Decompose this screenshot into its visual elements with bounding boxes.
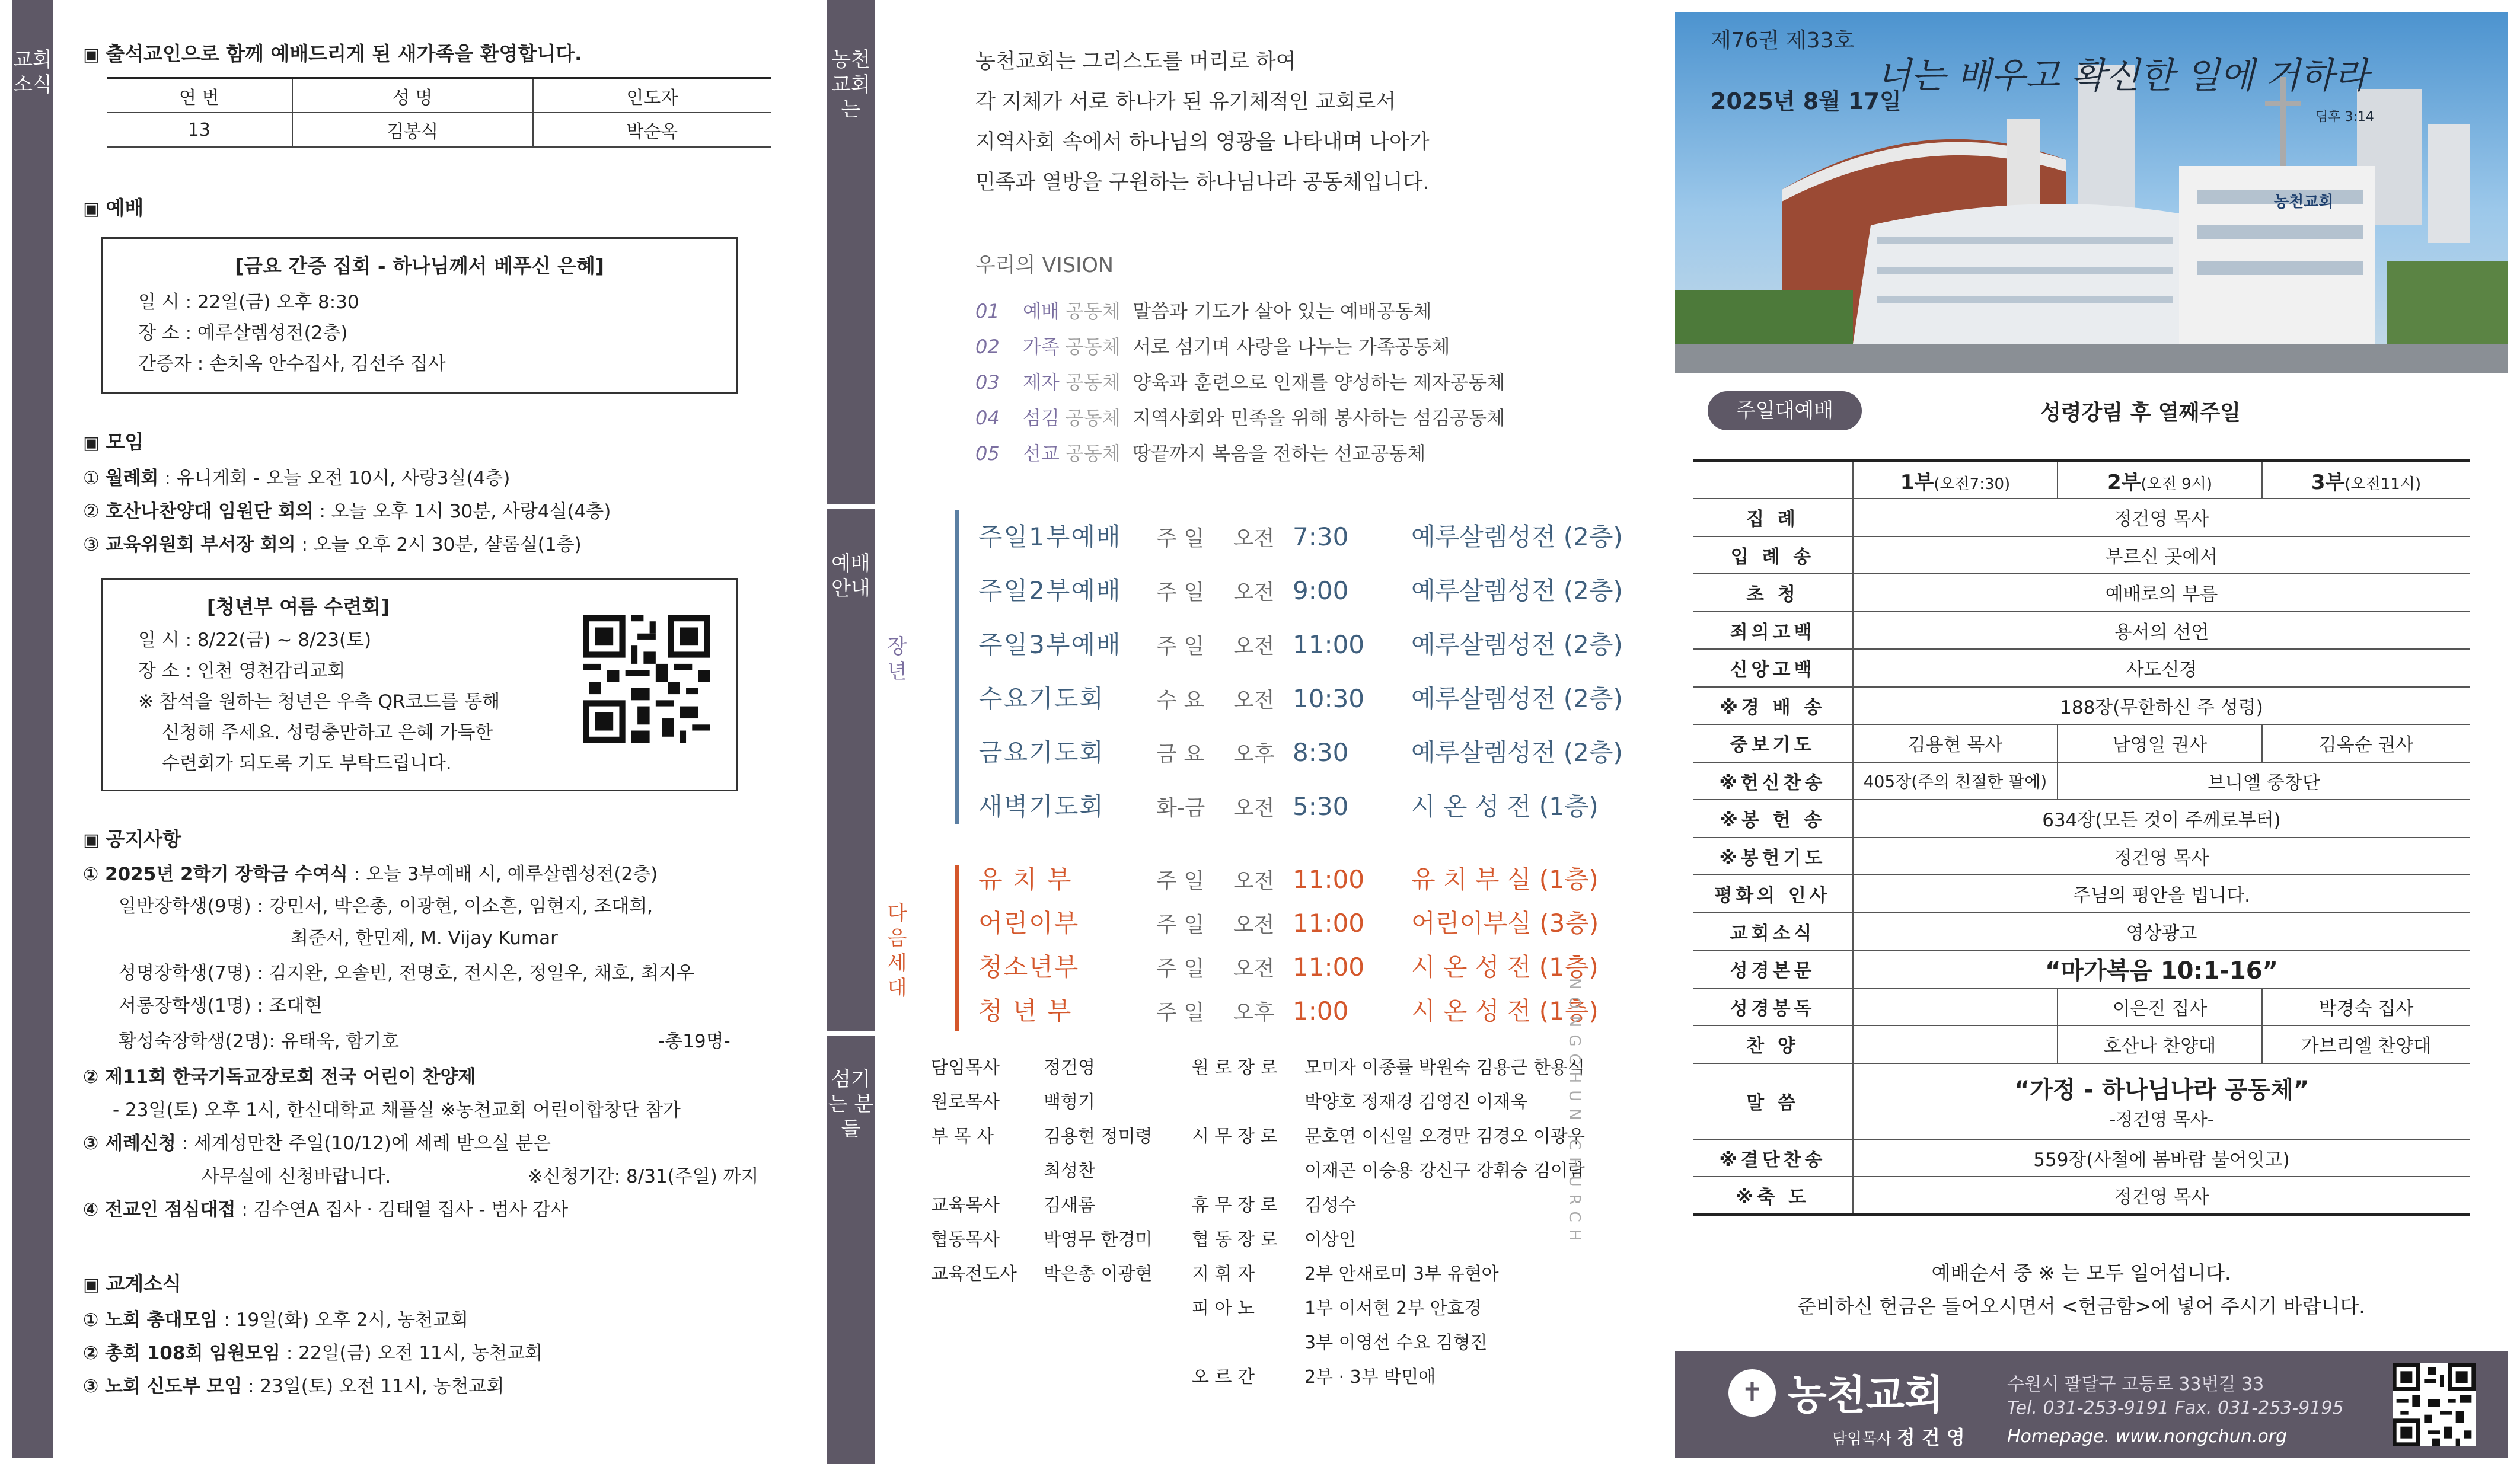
homepage-qr-code-icon[interactable] (2393, 1363, 2476, 1446)
side-divider-1 (827, 504, 875, 509)
church-homepage[interactable]: Homepage. www.nongchun.org (2007, 1426, 2288, 1447)
scholar-total: -총19명- (658, 1031, 731, 1052)
bulletin-date: 2025년 8월 17일 (1711, 88, 1902, 114)
youth-line-1: 일 시 : 8/22(금) ~ 8/23(토) (138, 629, 372, 651)
region-news-3: ③ 노회 신도부 모임 : 23일(토) 오전 11시, 농천교회 (83, 1376, 505, 1397)
next-gen-bar (955, 865, 959, 1031)
service-row: 청소년부 주 일 오전 11:00 시 온 성 전 (1층) (978, 953, 1599, 982)
service-row: 주일3부예배 주 일 오전 11:00 예루살렘성전 (2층) (978, 630, 1623, 659)
order-row: ※축 도 정건영 목사 (1693, 1177, 2470, 1215)
sunday-title: 성령강림 후 열째주일 (2040, 401, 2241, 425)
cell-guide: 박순옥 (533, 113, 771, 147)
intro-line-1: 농천교회는 그리스도를 머리로 하여 (975, 50, 1296, 74)
region-news-2: ② 총회 108회 임원모임 : 22일(금) 오전 11시, 농천교회 (83, 1343, 543, 1364)
side-label-adult: 장년 (887, 635, 907, 683)
vision-title: 우리의 VISION (975, 254, 1114, 277)
staff-row: 피 아 노 1부 이서현 2부 안효경 (1192, 1298, 1482, 1319)
service-row: 어린이부 주 일 오전 11:00 어린이부실 (3층) (978, 909, 1599, 938)
friday-line-1: 일 시 : 22일(금) 오후 8:30 (138, 292, 359, 313)
meeting-heading: ▣ 모임 (83, 430, 144, 453)
vision-list (975, 293, 1505, 471)
service-row: 주일2부예배 주 일 오전 9:00 예루살렘성전 (2층) (978, 576, 1623, 605)
staff-row: 교육전도사 박은총 이광현 (931, 1264, 1153, 1284)
building-sign: 농천교회 (2274, 193, 2334, 211)
notice-1: ① 2025년 2학기 장학금 수여식 : 오늘 3부예배 시, 예루살렘성전(2층) (83, 864, 658, 885)
friday-title: [금요 간증 집회 - 하나님께서 베푸신 은혜] (235, 254, 604, 277)
vision-item-5: 05 선교 공동체 땅끝까지 복음을 전하는 선교공동체 (975, 442, 1426, 465)
service-row: 유 치 부 주 일 오전 11:00 유 치 부 실 (1층) (978, 865, 1599, 894)
order-row: ※봉헌기도 정건영 목사 (1693, 838, 2470, 875)
notice-3: ③ 세례신청 : 세계성만찬 주일(10/12)에 세례 받으실 분은 (83, 1133, 551, 1154)
church-name: 농천교회 (1788, 1372, 1944, 1419)
scholar-line-2: 최준서, 한민제, M. Vijay Kumar (291, 928, 558, 949)
pastor-info: 담임목사 정 건 영 (1832, 1426, 1965, 1449)
vertical-brand-text: NONGCHUN CHURCH (1565, 978, 1583, 1248)
order-row: 평화의 인사 주님의 평안을 빕니다. (1693, 875, 2470, 913)
service-row: 수요기도회 수 요 오전 10:30 예루살렘성전 (2층) (978, 684, 1623, 713)
staff-row: 3부 이영선 수요 김형진 (1304, 1332, 1488, 1353)
youth-line-4: 신청해 주세요. 성령충만하고 은혜 가득한 (162, 722, 493, 743)
order-row: ※봉 헌 송 634장(모든 것이 주께로부터) (1693, 800, 2470, 838)
staff-row: 교육목사 김새롬 (931, 1195, 1095, 1216)
offering-note: 준비하신 헌금은 들어오시면서 <헌금함>에 넣어 주시기 바랍니다. (1797, 1295, 2365, 1318)
intro-line-4: 민족과 열방을 구원하는 하나님나라 공동체입니다. (975, 171, 1430, 194)
sunday-service-badge: 주일대예배 (1708, 391, 1862, 430)
checkbox-square-icon: ▣ (83, 433, 100, 453)
order-row: ※결단찬송 559장(사철에 봄바람 불어잇고) (1693, 1139, 2470, 1177)
cover-image (1675, 12, 2508, 373)
notice-2: ② 제11회 한국기독교장로회 전국 어린이 찬양제 (83, 1066, 476, 1088)
order-row: 성경본문 “마가복음 10:1-16” (1693, 950, 2470, 988)
side-label-about: 농천교회는 (831, 48, 870, 122)
col-service-3: 3부(오전11시) (2262, 461, 2470, 499)
staff-row: 협동목사 박영무 한경미 (931, 1229, 1153, 1250)
order-row: 입 례 송 부르신 곳에서 (1693, 536, 2470, 574)
staff-right (1192, 1051, 1585, 1395)
staff-row: 원 로 장 로 모미자 이종률 박원숙 김용근 한용식 (1192, 1057, 1585, 1078)
service-row: 새벽기도회 화-금 오전 5:30 시 온 성 전 (1층) (978, 792, 1599, 821)
staff-row: 부 목 사 김용현 정미령 (931, 1126, 1153, 1147)
staff-row: 오 르 간 2부 · 3부 박민애 (1192, 1367, 1436, 1388)
staff-left (931, 1051, 1152, 1292)
staff-row: 휴 무 장 로 김성수 (1192, 1195, 1356, 1216)
youth-retreat-box (101, 578, 738, 791)
notice-4: ④ 전교인 점심대접 : 김수연A 집사 · 김태열 집사 - 범사 감사 (83, 1199, 569, 1220)
worship-order-table (1693, 459, 2470, 1216)
region-news-1: ① 노회 총대모임 : 19일(화) 오후 2시, 농천교회 (83, 1309, 468, 1331)
side-label-worship-guide: 예배안내 (831, 552, 870, 600)
checkbox-square-icon: ▣ (83, 199, 100, 219)
vision-item-4: 04 섬김 공동체 지역사회와 민족을 위해 봉사하는 섬김공동체 (975, 407, 1505, 429)
volume-number: 제76권 제33호 (1711, 28, 1855, 53)
intro-line-3: 지역사회 속에서 하나님의 영광을 나타내며 나아가 (975, 130, 1430, 154)
next-gen-services (978, 858, 1599, 1034)
order-row: 말 씀 “가정 - 하나님나라 공동체” -정건영 목사- (1693, 1063, 2470, 1139)
youth-qr-code-icon[interactable] (583, 615, 710, 743)
vision-item-1: 01 예배 공동체 말씀과 기도가 살아 있는 예배공동체 (975, 300, 1432, 322)
friday-line-3: 간증자 : 손치옥 안수집사, 김선주 집사 (138, 353, 446, 375)
scholar-line-1: 일반장학생(9명) : 강민서, 박은총, 이광현, 이소흔, 임현지, 조대희, (119, 896, 653, 917)
side-label-next-gen: 다음세대 (887, 902, 907, 1000)
scholar-line-3: 성명장학생(7명) : 김지완, 오솔빈, 전명호, 전시온, 정일우, 채호, 최지우 (119, 963, 694, 984)
church-footer (1675, 1351, 2508, 1458)
notice-3-period: ※신청기간: 8/31(주일) 까지 (528, 1166, 759, 1187)
vision-item-3: 03 제자 공동체 양육과 훈련으로 인재를 양성하는 제자공동체 (975, 371, 1505, 394)
friday-gathering-box (101, 237, 738, 394)
order-row: 집 례 정건영 목사 (1693, 498, 2470, 536)
intro-text (975, 41, 1430, 203)
order-row: 신앙고백 사도신경 (1693, 649, 2470, 687)
notice-2-detail: - 23일(토) 오후 1시, 한신대학교 채플실 ※농천교회 어린이합창단 참가 (113, 1100, 681, 1121)
service-row: 주일1부예배 주 일 오전 7:30 예루살렘성전 (2층) (978, 522, 1623, 551)
welcome-heading: ▣ 출석교인으로 함께 예배드리게 된 새가족을 환영합니다. (83, 42, 582, 65)
staff-row: 이재곤 이승용 강신구 강휘승 김이람 (1304, 1161, 1585, 1181)
middle-side-bar (827, 0, 907, 1464)
staff-row: 시 무 장 로 문호연 이신일 오경만 김경오 이광우 (1192, 1126, 1585, 1147)
church-phone: Tel. 031-253-9191 Fax. 031-253-9195 (2007, 1398, 2344, 1418)
checkbox-square-icon: ▣ (83, 830, 100, 851)
col-guide: 인도자 (533, 78, 771, 113)
service-row: 금요기도회 금 요 오후 8:30 예루살렘성전 (2층) (978, 738, 1623, 767)
youth-line-2: 장 소 : 인천 영천감리교회 (138, 660, 346, 682)
motto-reference: 딤후 3:14 (2315, 110, 2374, 124)
staff-row: 박양호 정재경 김영진 이재욱 (1304, 1092, 1528, 1113)
order-row: 중보기도 김용현 목사 남영일 권사 김옥순 권사 (1693, 724, 2470, 762)
adult-services (978, 511, 1623, 835)
order-row: 성경봉독 이은진 집사 박경숙 집사 (1693, 988, 2470, 1026)
checkbox-square-icon: ▣ (83, 1274, 100, 1295)
order-row: 죄의고백 용서의 선언 (1693, 612, 2470, 650)
side-label-servants: 섬기는 분들 (828, 1068, 874, 1141)
order-row: 찬 양 호산나 찬양대 가브리엘 찬양대 (1693, 1025, 2470, 1063)
worship-heading: ▣ 예배 (83, 196, 144, 219)
col-service-1: 1부(오전7:30) (1853, 461, 2058, 499)
order-row: ※경 배 송 188장(무한하신 주 성령) (1693, 687, 2470, 725)
friday-line-2: 장 소 : 예루살렘성전(2층) (138, 322, 348, 344)
staff-row: 원로목사 백형기 (931, 1092, 1095, 1113)
church-address: 수원시 팔달구 고등로 33번길 33 (2007, 1374, 2264, 1395)
youth-line-3: ※ 참석을 원하는 청년은 우측 QR코드를 통해 (138, 691, 500, 712)
staff-row: 담임목사 정건영 (931, 1057, 1095, 1078)
meeting-1: ① 월례회 : 유니게회 - 오늘 오전 10시, 사랑3실(4층) (83, 468, 511, 489)
col-name: 성 명 (292, 78, 533, 113)
left-side-bar (12, 0, 53, 1458)
scholar-line-5: 황성숙장학생(2명): 유태욱, 함기호 (119, 1031, 400, 1052)
cell-name: 김봉식 (292, 113, 533, 147)
notice-3-line2: 사무실에 신청바랍니다. (202, 1166, 391, 1187)
standing-note: 예배순서 중 ※ 는 모두 일어섭니다. (1931, 1261, 2231, 1284)
new-family-table (107, 77, 771, 148)
adult-services-bar (955, 510, 959, 824)
motto-calligraphy: 너는 배우고 확신한 일에 거하라 (1877, 55, 2369, 97)
intro-line-2: 각 지체가 서로 하나가 된 유기체적인 교회로서 (975, 90, 1396, 114)
worship-order-header (1693, 461, 2470, 499)
region-news-heading: ▣ 교계소식 (83, 1272, 181, 1295)
order-row: 초 청 예배로의 부름 (1693, 574, 2470, 612)
checkbox-square-icon: ▣ (83, 44, 100, 65)
scholar-line-4: 서롱장학생(1명) : 조대현 (119, 995, 323, 1017)
side-divider-2 (827, 1031, 875, 1036)
youth-title: [청년부 여름 수련회] (206, 595, 390, 618)
vision-item-2: 02 가족 공동체 서로 섬기며 사랑을 나누는 가족공동체 (975, 335, 1450, 358)
cell-no: 13 (107, 113, 292, 147)
staff-row: 지 휘 자 2부 안새로미 3부 유현아 (1192, 1264, 1499, 1284)
service-row: 청 년 부 주 일 오후 1:00 시 온 성 전 (1층) (978, 996, 1599, 1025)
order-row: 교회소식 영상광고 (1693, 913, 2470, 951)
staff-row: 최성찬 (1044, 1161, 1095, 1181)
staff-row: 협 동 장 로 이상인 (1192, 1229, 1356, 1250)
col-service-2: 2부(오전 9시) (2058, 461, 2262, 499)
meeting-2: ② 호산나찬양대 임원단 회의 : 오늘 오후 1시 30분, 사랑4실(4층) (83, 501, 611, 522)
youth-line-5: 수련회가 되도록 기도 부탁드립니다. (162, 753, 452, 774)
order-row: ※헌신찬송 405장(주의 친절한 팔에) 브니엘 중창단 (1693, 762, 2470, 800)
col-no: 연 번 (107, 78, 292, 113)
notice-heading: ▣ 공지사항 (83, 827, 181, 851)
church-logo-icon: ✝ (1728, 1369, 1776, 1417)
meeting-3: ③ 교육위원회 부서장 회의 : 오늘 오후 2시 30분, 샬롬실(1층) (83, 534, 582, 555)
side-label-church-news: 교회소식 (13, 48, 52, 97)
